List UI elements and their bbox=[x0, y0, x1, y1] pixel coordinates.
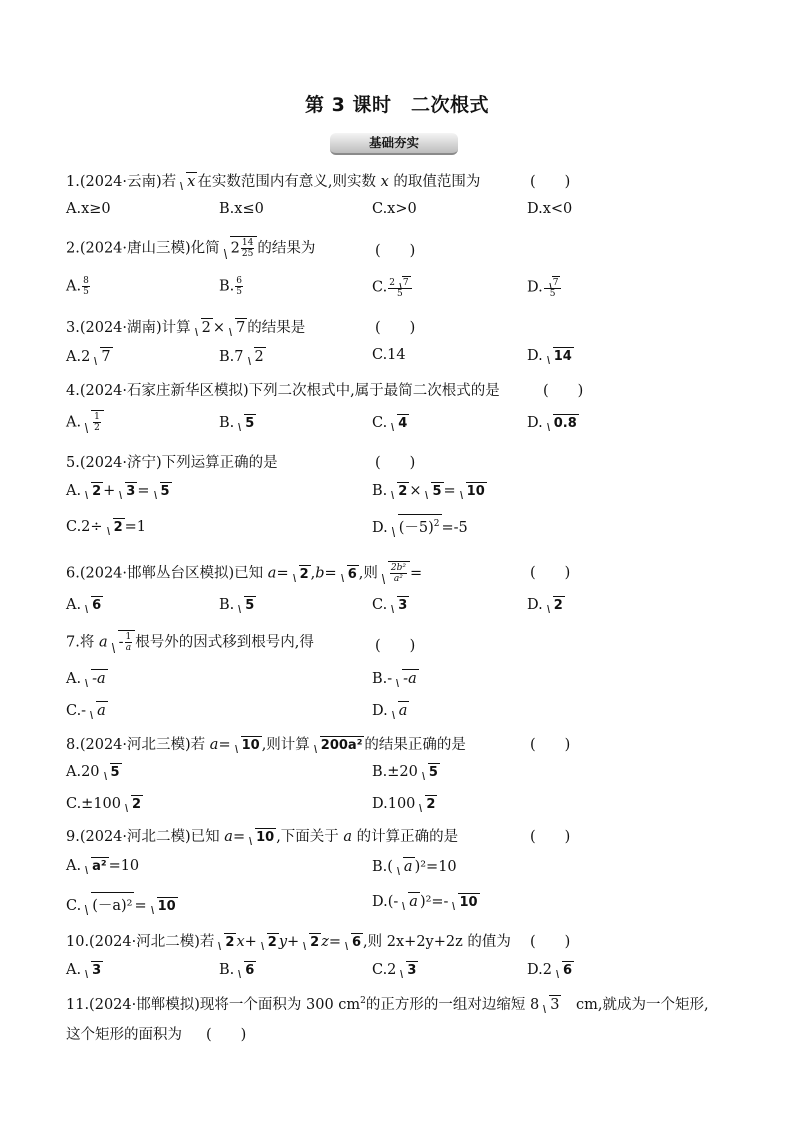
question-9: 9.(2024·河北二模)已知 a= 10 ,下面关于 a 的计算正确的是 bbox=[66, 829, 459, 845]
q10-option-d[interactable]: D.2 6 bbox=[527, 962, 572, 978]
question-11: 11.(2024·邯郸模拟)现将一个面积为 300 $cm^2$的正方形的一组对边缩短 8 3 cm,就成为一个矩形, bbox=[66, 996, 709, 1013]
question-4: 4.(2024·石家庄新华区模拟)下列二次根式中,属于最简二次根式的是 bbox=[66, 383, 500, 399]
q2-radical: 2 $\frac{14}{25}$ bbox=[221, 236, 258, 259]
q1-text-2: 的取值范围为 bbox=[388, 174, 481, 190]
q10-option-c[interactable]: C.2 3 bbox=[372, 962, 417, 978]
q9-option-c[interactable]: C. (－a)² = 10 bbox=[66, 892, 178, 915]
answer-paren-2[interactable]: ( ) bbox=[375, 243, 416, 259]
q1-option-b[interactable]: B.x≤0 bbox=[219, 201, 264, 217]
question-7: 7.将 a - $\frac{1}{a}$ 根号外的因式移到根号内,得 bbox=[66, 632, 314, 653]
q6-option-b[interactable]: B. 5 bbox=[219, 597, 255, 613]
answer-paren-10[interactable]: ( ) bbox=[530, 934, 571, 950]
question-1 bbox=[66, 170, 480, 191]
question-11-line-2: 这个矩形的面积为 ( ) bbox=[66, 1027, 247, 1043]
q4-option-b[interactable]: B. 5 bbox=[219, 415, 255, 431]
q3-option-b[interactable]: B.7 2 bbox=[219, 349, 264, 365]
question-6: 6.(2024·邯郸丛台区模拟)已知 a= 2 ,b= 6 ,则 $\frac{\text{2b²}}{\text{a²}}$ = bbox=[66, 563, 423, 584]
q2-text: 的结果为 bbox=[257, 240, 316, 257]
q7-option-d[interactable]: D. a bbox=[372, 703, 408, 719]
q7-option-a[interactable]: A. -a bbox=[66, 671, 106, 687]
q5-option-d[interactable]: D. $(-5)^2 =-5$ bbox=[372, 514, 468, 537]
q10-option-b[interactable]: B. 6 bbox=[219, 962, 255, 978]
q3-option-d[interactable]: D. 14 bbox=[527, 348, 572, 364]
q2-option-d[interactable]: D. $\frac{7}{5}$ bbox=[527, 276, 562, 299]
q9-option-a[interactable]: A. a² =10 bbox=[66, 858, 140, 874]
answer-paren-4[interactable]: ( ) bbox=[543, 383, 584, 399]
q8-option-d[interactable]: D.100 2 bbox=[372, 796, 436, 812]
q1-text: 在实数范围内有意义,则实数 bbox=[197, 174, 381, 190]
section-tag: 基础夯实 bbox=[330, 133, 458, 155]
q1-option-a[interactable]: A.x≥0 bbox=[66, 201, 111, 217]
q2-option-a[interactable]: A. $\frac{8}{5}$ bbox=[66, 276, 89, 297]
q8-option-c[interactable]: C.±100 2 bbox=[66, 796, 142, 812]
q4-option-c[interactable]: C. 4 bbox=[372, 415, 408, 431]
q4-option-d[interactable]: D. 0.8 bbox=[527, 415, 577, 431]
answer-paren-5[interactable]: ( ) bbox=[375, 455, 416, 471]
q1-radical: x bbox=[177, 172, 197, 190]
q2-option-b[interactable]: B. $\frac{6}{5}$ bbox=[219, 276, 242, 297]
question-10: 10.(2024·河北二模)若 2 x+ 2 y+ 2 z= 6 ,则 2x+2y+2z 的值为 bbox=[66, 934, 511, 950]
page-title: 第 3 课时 二次根式 bbox=[305, 94, 489, 116]
question-5: 5.(2024·济宁)下列运算正确的是 bbox=[66, 455, 278, 471]
q5-option-a[interactable]: A. 2 + 3 = 5 bbox=[66, 483, 170, 499]
answer-paren-8[interactable]: ( ) bbox=[530, 737, 571, 753]
answer-paren-11[interactable]: ( ) bbox=[206, 1027, 247, 1043]
q10-option-a[interactable]: A. 3 bbox=[66, 962, 102, 978]
q1-option-d[interactable]: D.x<0 bbox=[527, 201, 573, 217]
question-2 bbox=[66, 236, 315, 259]
q1-option-c[interactable]: C.x>0 bbox=[372, 201, 417, 217]
q6-option-d[interactable]: D. 2 bbox=[527, 597, 563, 613]
answer-paren-3[interactable]: ( ) bbox=[375, 320, 416, 336]
q1-prefix: 1.(2024·云南)若 bbox=[66, 174, 177, 190]
q6-option-a[interactable]: A. 6 bbox=[66, 597, 102, 613]
q4-option-a[interactable]: A. $\frac{1}{2}$ bbox=[66, 410, 104, 433]
q2-option-c[interactable]: C. $\frac{2 7}{5}$ bbox=[372, 276, 413, 299]
q3-option-c[interactable]: C.14 bbox=[372, 347, 406, 363]
answer-paren-7[interactable]: ( ) bbox=[375, 638, 416, 654]
answer-paren-6[interactable]: ( ) bbox=[530, 565, 571, 581]
q2-prefix: 2.(2024·唐山三模)化简 bbox=[66, 240, 220, 257]
q3-option-a[interactable]: A.2 7 bbox=[66, 349, 111, 365]
answer-paren-1[interactable]: ( ) bbox=[530, 174, 571, 190]
q8-option-b[interactable]: B.±20 5 bbox=[372, 764, 438, 780]
answer-paren-9[interactable]: ( ) bbox=[530, 829, 571, 845]
q9-option-d[interactable]: D.(- a )²=- 10 bbox=[372, 894, 478, 910]
q5-option-c[interactable]: C.2÷ 2 =1 bbox=[66, 519, 146, 535]
q6-option-c[interactable]: C. 3 bbox=[372, 597, 408, 613]
question-3: 3.(2024·湖南)计算 2 × 7 的结果是 bbox=[66, 320, 306, 336]
q9-option-b[interactable]: B.( a )²=10 bbox=[372, 859, 457, 875]
q7-option-c[interactable]: C.- a bbox=[66, 703, 106, 719]
q5-option-b[interactable]: B. 2 × 5 = 10 bbox=[372, 483, 485, 499]
q7-option-b[interactable]: B.- -a bbox=[372, 671, 417, 687]
q1-var: x bbox=[380, 174, 389, 190]
q8-option-a[interactable]: A.20 5 bbox=[66, 764, 120, 780]
question-8: 8.(2024·河北三模)若 a= 10 ,则计算 200a² 的结果正确的是 bbox=[66, 737, 466, 753]
